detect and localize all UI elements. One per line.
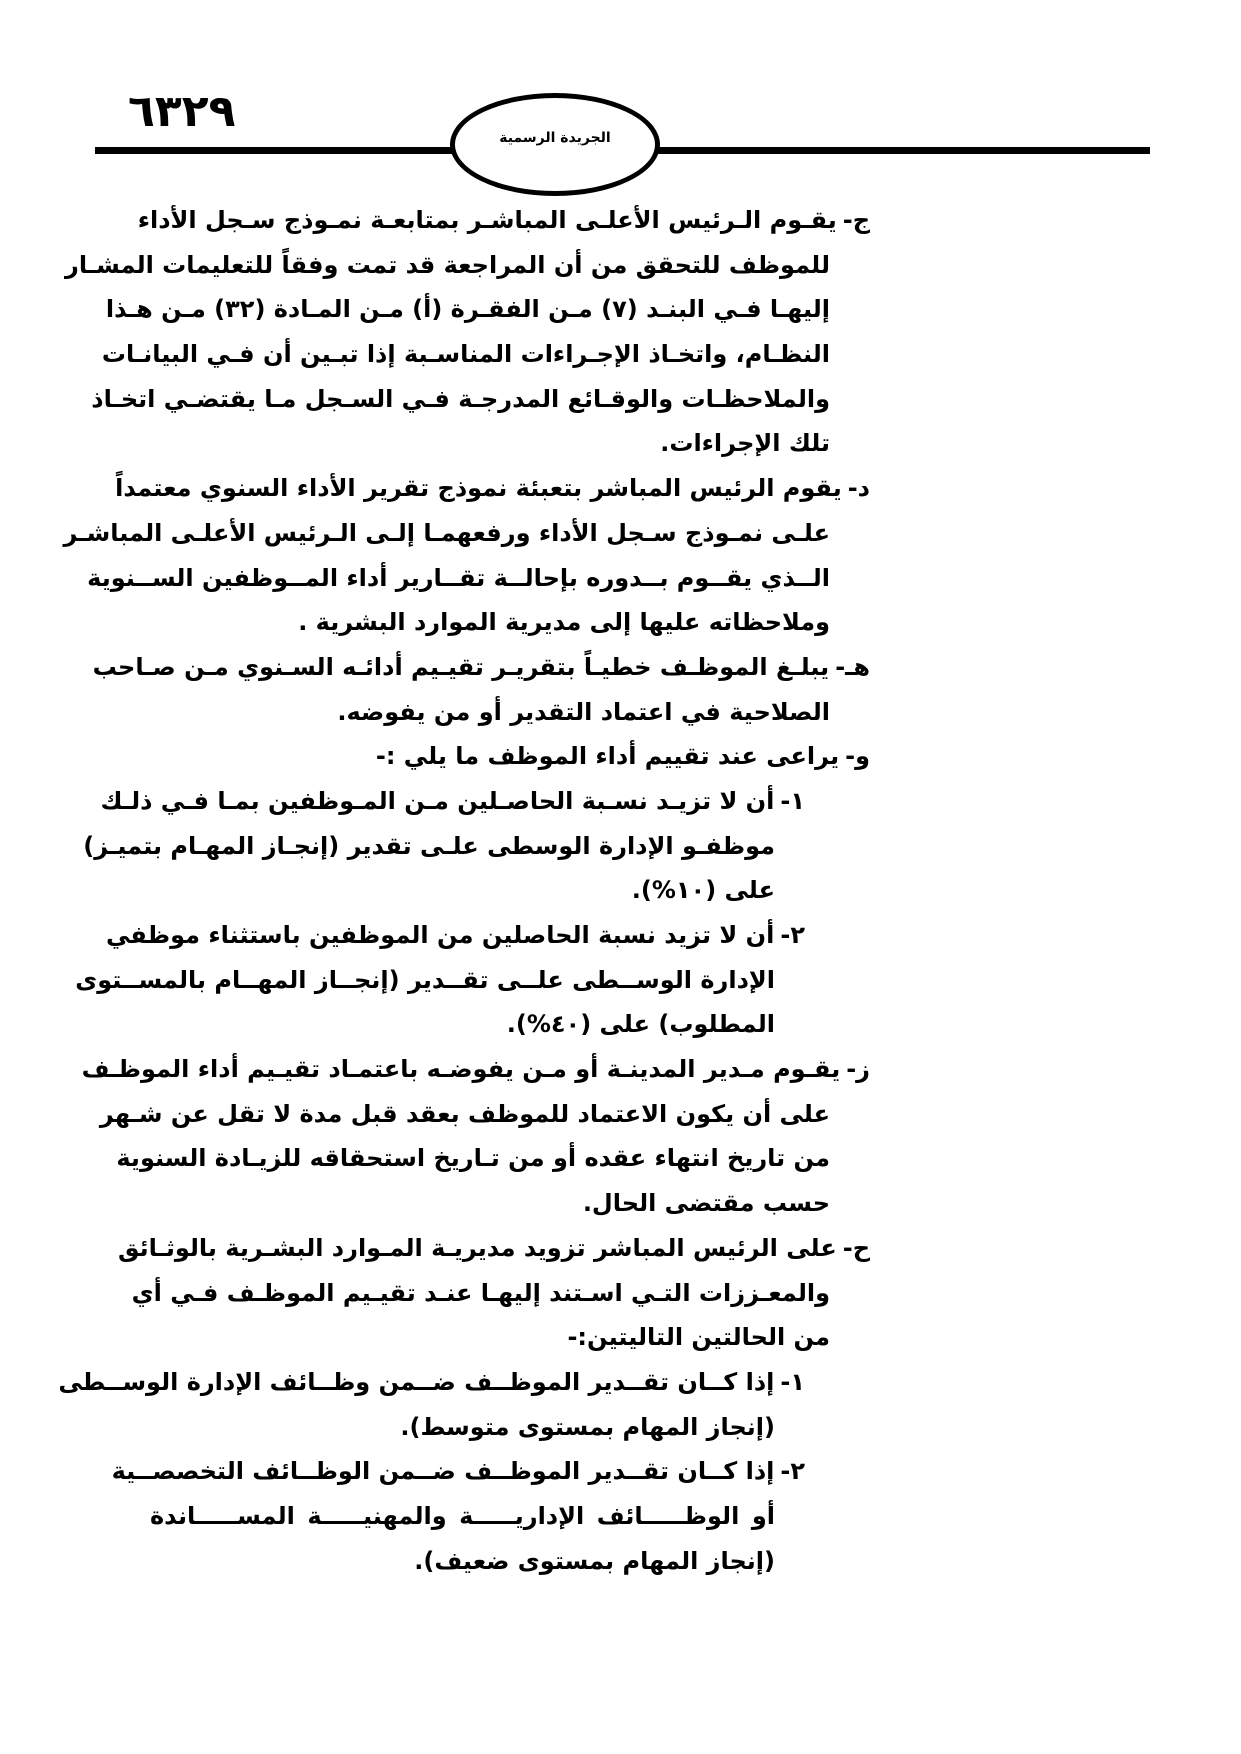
clause-item — [0, 1360, 1241, 1449]
clause-line — [150, 734, 870, 779]
clause-label: ٢- — [780, 1457, 805, 1486]
clause-line — [105, 287, 830, 332]
gazette-emblem — [450, 93, 660, 196]
clause-line — [150, 690, 830, 735]
clause-line — [75, 958, 775, 1003]
clause-text: والمعـززات التـي اسـتند إليهـا عنـد تقيـيم الموظـف فـي أي — [131, 1278, 830, 1307]
clause-text: تلك الإجراءات. — [660, 429, 830, 458]
clause-line — [81, 1047, 870, 1092]
clause-line — [150, 1181, 830, 1226]
clause-line — [150, 600, 830, 645]
clause-text: على أن يكون الاعتماد للموظف بعقد قبل مدة لا تقل عن شـهر — [99, 1099, 830, 1128]
clause-label: و- — [845, 742, 870, 771]
clause-text: الصلاحية في اعتماد التقدير أو من يفوضه. — [337, 697, 830, 726]
clause-line — [91, 377, 830, 422]
page-number: ٦٣٢٩ — [128, 86, 236, 137]
clause-line — [150, 1315, 830, 1360]
clause-text: الإدارة الوســطى علــى تقــدير (إنجــاز المهــام بالمســتوى — [75, 965, 775, 994]
clause-text: المطلوب) على (٤٠%). — [506, 1010, 775, 1039]
clause-text: يبلـغ الموظـف خطيـاً بتقريـر تقيـيم أدائـه السـنوي مـن صـاحب — [92, 652, 830, 681]
clause-text: إذا كــان تقــدير الموظــف ضــمن الوظــائف التخصصــية — [111, 1457, 775, 1486]
clause-line — [137, 198, 870, 243]
clause-line — [87, 556, 830, 601]
clause-line — [116, 1136, 830, 1181]
clause-item — [0, 779, 1241, 913]
clause-text: وملاحظاته عليها إلى مديرية الموارد البشرية . — [298, 608, 830, 637]
clause-item — [0, 645, 1241, 734]
clause-text: أو الوظـــــائف الإداريـــــة والمهنيـــــة المســـــاندة — [150, 1501, 775, 1530]
document-body — [0, 198, 1241, 1583]
clause-text: أن لا تزيد نسبة الحاصلين من الموظفين باستثناء موظفي — [105, 921, 775, 949]
clause-item — [0, 1047, 1241, 1226]
clause-text: يقـوم مـدير المدينـة أو مـن يفوضـه باعتمـاد تقيـيم أداء الموظـف — [81, 1055, 841, 1084]
clause-text: على الرئيس المباشر تزويد مديريـة المـوارد البشـرية بالوثـائق — [117, 1233, 837, 1262]
clause-line — [150, 1494, 775, 1539]
clause-label: هـ- — [835, 652, 870, 681]
clause-line — [83, 824, 775, 869]
clause-item — [0, 1226, 1241, 1360]
clause-label: ز- — [846, 1055, 870, 1084]
clause-line — [99, 1092, 830, 1137]
clause-line — [131, 1271, 830, 1316]
clause-text: الــذي يقــوم بــدوره بإحالــة تقــارير أداء المــوظفين الســنوية — [87, 563, 830, 592]
clause-item — [0, 198, 1241, 466]
clause-text: على (١٠%). — [631, 876, 775, 905]
clause-text: يراعى عند تقييم أداء الموظف ما يلي :- — [375, 742, 840, 771]
clause-item — [0, 734, 1241, 779]
clause-line — [150, 421, 830, 466]
clause-text: يقـوم الـرئيس الأعلـى المباشـر بمتابعـة نمـوذج سـجل الأداء — [137, 206, 837, 234]
clause-item — [0, 1449, 1241, 1583]
clause-text: إليهـا فـي البنـد (٧) مـن الفقـرة (أ) مـن المـادة (٣٢) مـن هـذا — [105, 295, 830, 324]
clause-label: ٢- — [780, 921, 805, 949]
clause-label: ح- — [842, 1233, 870, 1262]
clause-line — [58, 1360, 805, 1405]
clause-line — [117, 1226, 870, 1271]
clause-text: (إنجاز المهام بمستوى ضعيف). — [414, 1546, 775, 1575]
clause-label: ١- — [780, 1367, 805, 1396]
clause-line — [115, 466, 870, 511]
clause-line — [111, 1449, 805, 1494]
clause-text: علـى نمـوذج سـجل الأداء ورفعهمـا إلـى الـرئيس الأعلـى المباشـر — [63, 518, 830, 547]
clause-text: أن لا تزيـد نسـبة الحاصـلين مـن المـوظفين بمـا فـي ذلـك — [100, 786, 775, 815]
gazette-title: الجريدة الرسمية — [499, 129, 611, 146]
clause-line — [92, 645, 870, 690]
clause-text: والملاحظـات والوقـائع المدرجـة فـي السـجل مـا يقتضـي اتخـاذ — [91, 384, 830, 413]
clause-text: للموظف للتحقق من أن المراجعة قد تمت وفقاً للتعليمات المشـار — [65, 250, 830, 279]
clause-line — [105, 913, 805, 958]
clause-text: حسب مقتضى الحال. — [582, 1189, 830, 1218]
clause-text: موظفـو الإدارة الوسطى علـى تقدير (إنجـاز المهـام بتميـز) — [83, 831, 775, 860]
clause-text: النظـام، واتخـاذ الإجـراءات المناسـبة إذا تبـين أن فـي البيانـات — [101, 340, 830, 369]
clause-item — [0, 466, 1241, 645]
clause-label: د- — [847, 474, 870, 503]
clause-line — [150, 1539, 775, 1584]
clause-label: ١- — [780, 786, 805, 815]
clause-text: (إنجاز المهام بمستوى متوسط). — [400, 1412, 775, 1441]
clause-line — [150, 1002, 775, 1047]
clause-line — [101, 332, 830, 377]
clause-text: يقوم الرئيس المباشر بتعبئة نموذج تقرير الأداء السنوي معتمداً — [115, 474, 842, 503]
clause-label: ج- — [842, 206, 870, 234]
clause-line — [150, 1405, 775, 1450]
clause-text: من الحالتين التاليتين:- — [567, 1323, 830, 1352]
clause-text: إذا كــان تقــدير الموظــف ضــمن وظــائف الإدارة الوســطى — [58, 1367, 775, 1396]
clause-line — [65, 243, 830, 288]
clause-text: من تاريخ انتهاء عقده أو من تـاريخ استحقاقه للزيـادة السنوية — [116, 1144, 830, 1173]
clause-line — [150, 868, 775, 913]
clause-line — [100, 779, 805, 824]
clause-line — [63, 511, 830, 556]
clause-item — [0, 913, 1241, 1047]
